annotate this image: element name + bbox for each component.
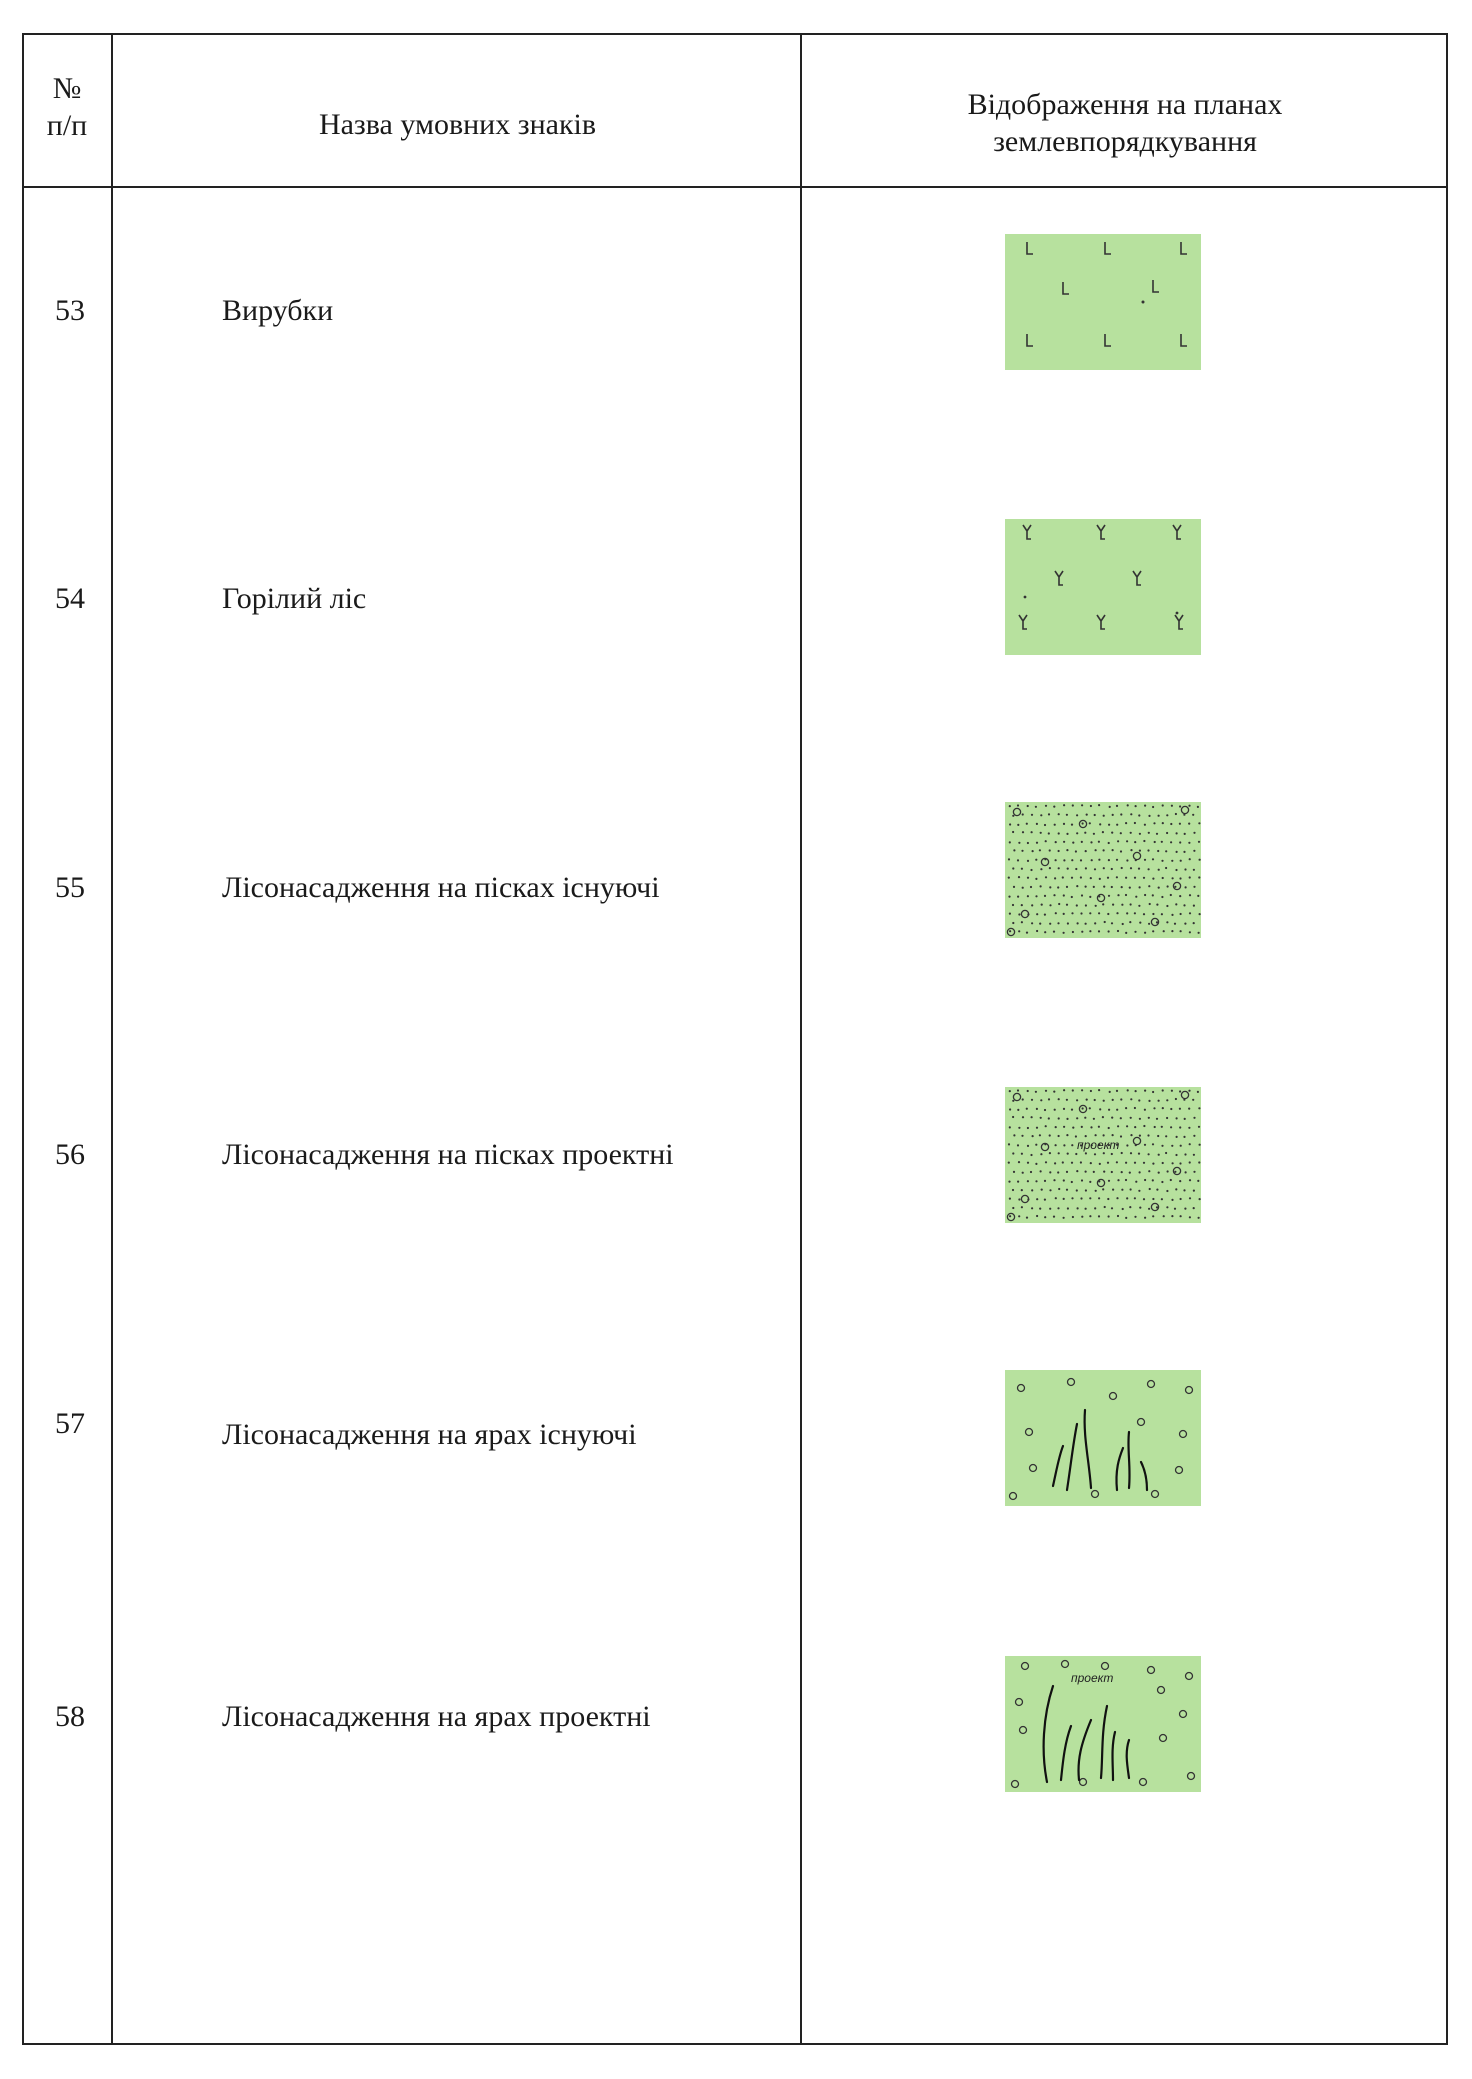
header-display-line: землевпорядкування (993, 125, 1257, 158)
header-number (25, 70, 109, 144)
row-name: Горілий ліс (222, 582, 367, 615)
row-number: 53 (55, 294, 85, 327)
row-number: 57 (55, 1407, 85, 1440)
row-name: Лісонасадження на ярах проектні (222, 1700, 651, 1733)
header-display-line: Відображення на планах (967, 88, 1283, 121)
symbol-clearing (1005, 234, 1201, 370)
row-name: Лісонасадження на пісках проектні (222, 1138, 674, 1171)
symbol-label: проект (1071, 1671, 1114, 1685)
row-number: 55 (55, 871, 85, 904)
symbol-ravine-forest-existing (1005, 1370, 1201, 1506)
symbols-table (22, 33, 1448, 2045)
symbol-sand-forest-existing (1005, 802, 1201, 938)
row-number: 56 (55, 1138, 85, 1171)
table-frame (23, 34, 1447, 2044)
ravine-circles (1010, 1379, 1193, 1500)
header-number-symbol: № (52, 72, 82, 105)
header-display (805, 86, 1445, 160)
ravine-strokes (1053, 1410, 1147, 1490)
row-name: Вирубки (222, 294, 334, 327)
symbol-ravine-forest-planned (1005, 1656, 1201, 1792)
row-name: Лісонасадження на ярах існуючі (222, 1418, 637, 1451)
dot-pattern (1005, 802, 1201, 938)
symbol-sand-forest-planned (1005, 1087, 1201, 1223)
row-number: 54 (55, 582, 85, 615)
header-number-abbr: п/п (46, 109, 88, 142)
header-name: Назва умовних знаків (318, 108, 597, 141)
dot-pattern (1005, 1087, 1201, 1223)
symbol-burnt-forest (1005, 519, 1201, 655)
symbol-label: проект (1077, 1138, 1120, 1152)
row-name: Лісонасадження на пісках існуючі (222, 871, 660, 904)
ravine-strokes (1044, 1686, 1129, 1782)
row-number: 58 (55, 1700, 85, 1733)
